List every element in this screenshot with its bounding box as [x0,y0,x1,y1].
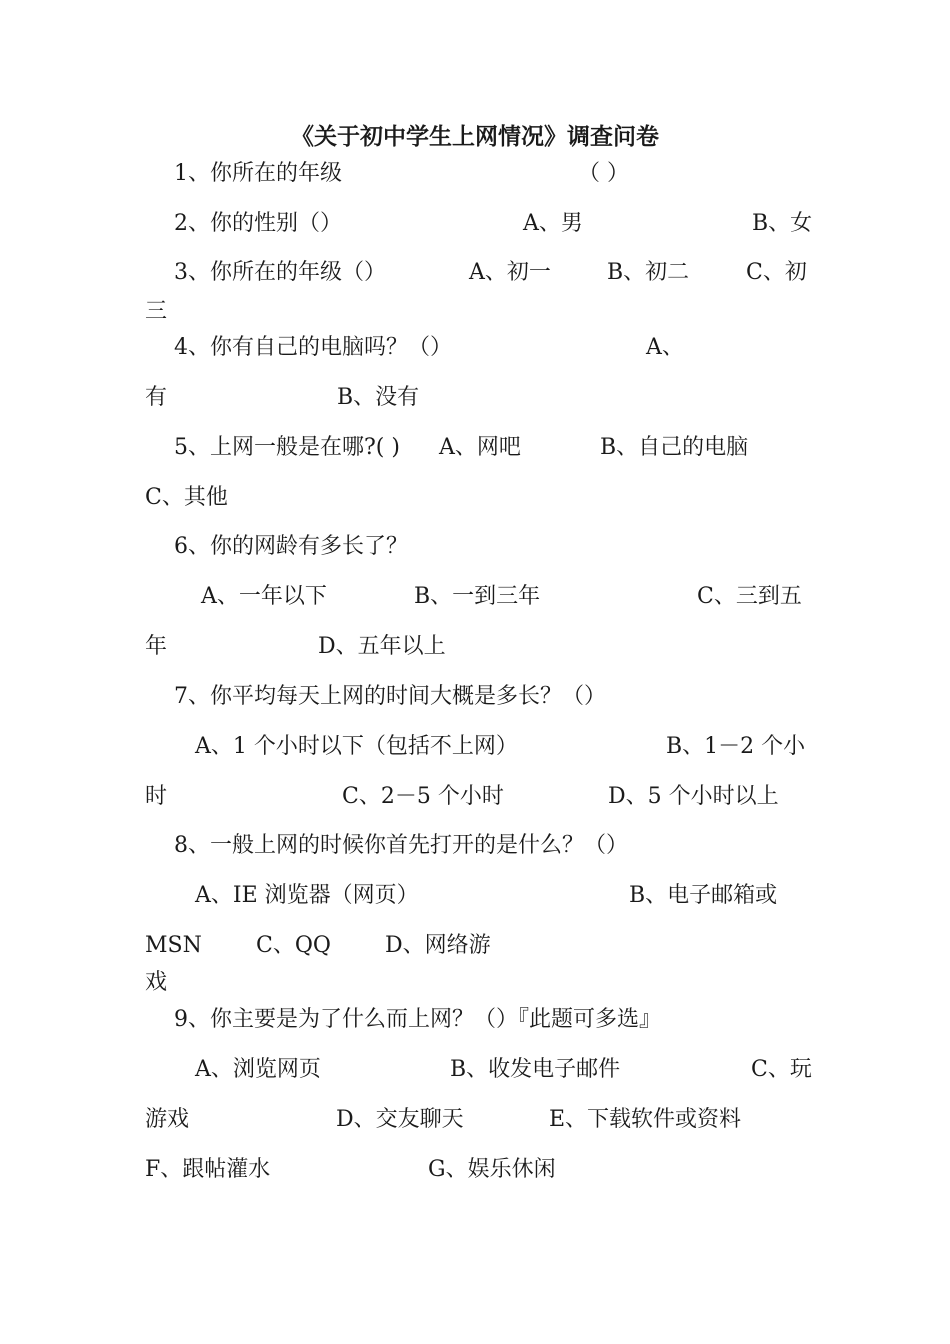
question-9-option-a: A、浏览网页 [195,1057,321,1082]
question-9: 9、你主要是为了什么而上网？（）『此题可多选』 [174,1007,661,1032]
question-9-option-b: B、收发电子邮件 [450,1057,621,1082]
question-4-option-a-wrap: 有 [145,385,168,410]
question-3-option-a: A、初一 [469,260,551,285]
question-7-option-a: A、1 个小时以下（包括不上网） [195,734,518,759]
question-7-option-b-wrap: 时 [145,784,168,809]
question-8-option-b-wrap: MSN [145,933,202,958]
question-3-option-c-wrap: 三 [145,299,168,324]
question-1-blank: （ ） [578,161,629,186]
question-2-option-a: A、男 [523,211,583,236]
question-9-option-g: G、娱乐休闲 [428,1157,556,1182]
question-6-option-b: B、一到三年 [414,584,541,609]
question-9-option-c: C、玩 [751,1057,812,1082]
question-5-option-c: C、其他 [145,485,228,510]
question-3-option-b: B、初二 [607,260,690,285]
question-8-option-b: B、电子邮箱或 [629,883,778,908]
question-9-option-f: F、跟帖灌水 [145,1157,271,1182]
question-9-option-d: D、交友聊天 [336,1107,464,1132]
question-2: 2、你的性别（） [174,211,342,236]
document-title: 《关于初中学生上网情况》调查问卷 [291,123,659,150]
question-8-option-c: C、QQ [256,933,331,958]
question-4-option-b: B、没有 [337,385,420,410]
question-3: 3、你所在的年级（） [174,260,386,285]
question-5-option-b: B、自己的电脑 [600,435,749,460]
question-7-option-c: C、2－5 个小时 [342,784,504,809]
question-6-option-a: A、一年以下 [201,584,327,609]
question-6: 6、你的网龄有多长了？ [174,534,408,559]
question-4: 4、你有自己的电脑吗？（） [174,335,452,360]
question-8-option-d-wrap: 戏 [145,970,168,995]
question-8: 8、一般上网的时候你首先打开的是什么？（） [174,833,628,858]
question-8-option-a: A、IE 浏览器（网页） [195,883,419,908]
question-9-option-e: E、下载软件或资料 [549,1107,742,1132]
question-4-option-a: A、 [646,335,684,360]
question-3-option-c: C、初 [746,260,807,285]
question-7-option-d: D、5 个小时以上 [608,784,779,809]
question-7: 7、你平均每天上网的时间大概是多长？（） [174,684,606,709]
question-6-option-c-wrap: 年 [145,634,168,659]
question-6-option-c: C、三到五 [697,584,802,609]
question-8-option-d: D、网络游 [385,933,491,958]
question-7-option-b: B、1－2 个小 [666,734,806,759]
question-6-option-d: D、五年以上 [318,634,446,659]
question-2-option-b: B、女 [752,211,813,236]
question-1: 1、你所在的年级 [174,161,342,186]
question-9-option-c-wrap: 游戏 [145,1107,190,1132]
question-5-option-a: A、网吧 [439,435,521,460]
question-5: 5、上网一般是在哪?( ) [174,435,400,460]
